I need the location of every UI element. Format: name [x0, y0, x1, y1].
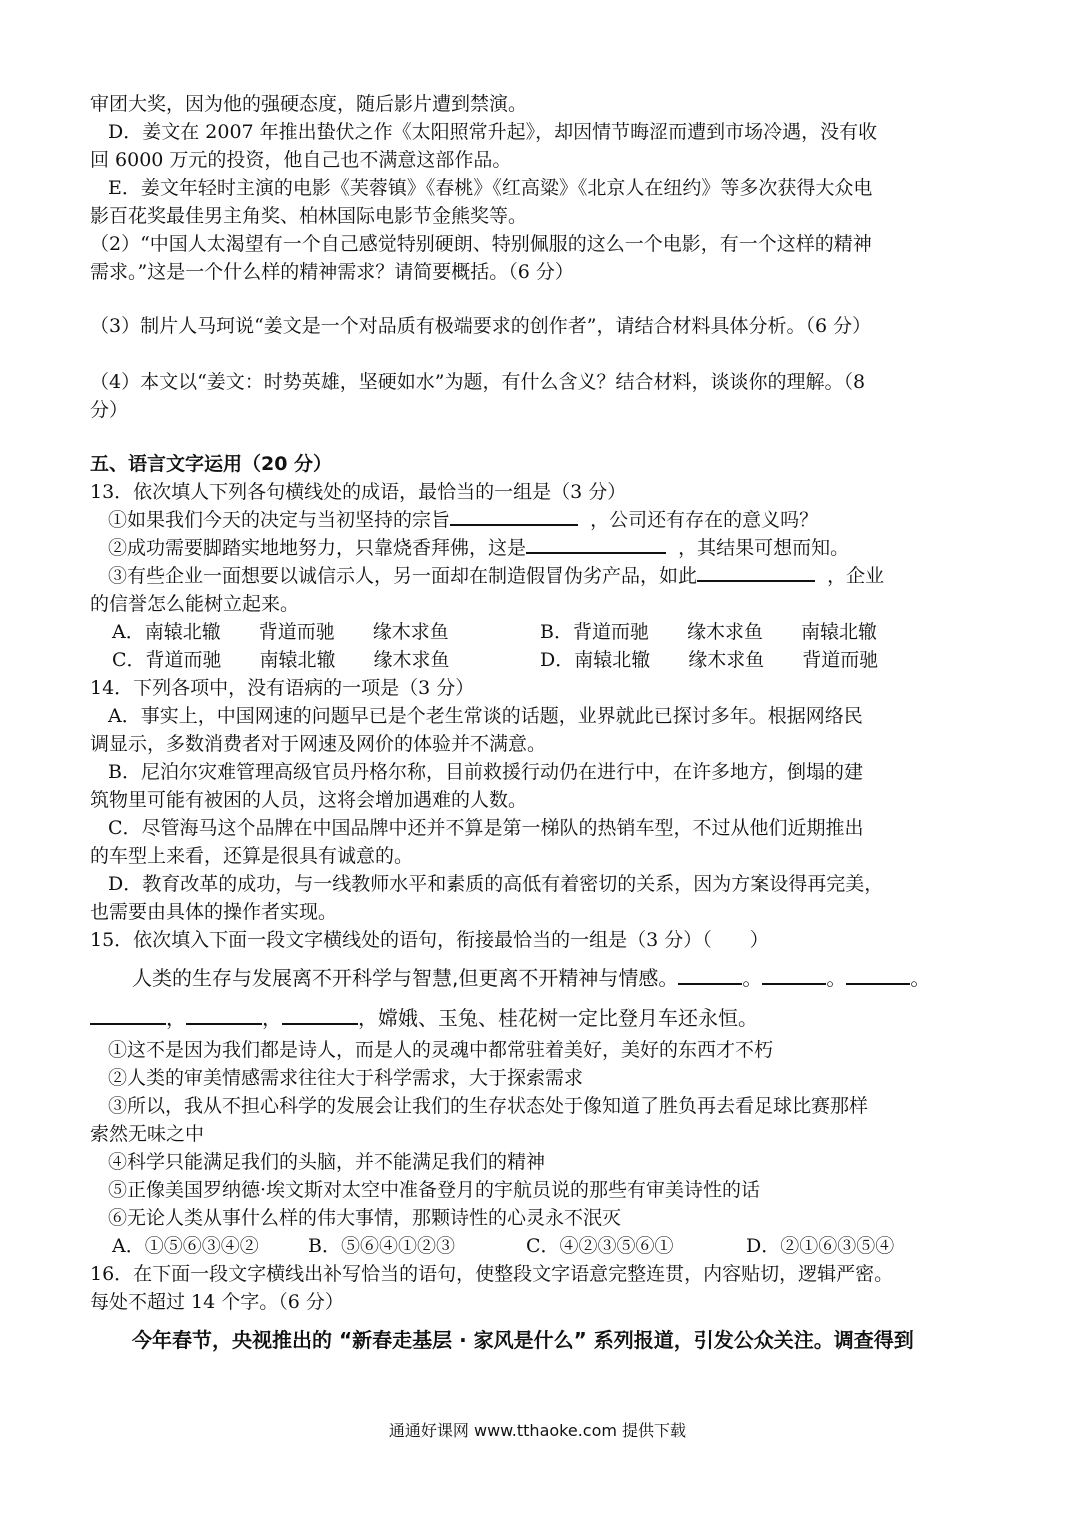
- option-d-passage: D．姜文在 2007 年推出蛰伏之作《太阳照常升起》，却因情节晦涩而遭到市场冷遇，没有收: [108, 121, 878, 143]
- page-footer: 通通好课网 www.tthaoke.com 提供下载: [388, 1421, 687, 1440]
- text-line: 分）: [90, 399, 129, 421]
- answer-blank[interactable]: [282, 1005, 358, 1025]
- answer-blank[interactable]: [762, 965, 826, 985]
- question-15: 15．依次填入下面一段文字横线处的语句，衔接最恰当的一组是（3 分）（ ）: [90, 929, 769, 951]
- q13-sentence-3: [108, 562, 884, 590]
- punct: 。: [826, 966, 847, 990]
- sentence-text: ①如果我们今天的决定与当初坚持的宗旨: [108, 509, 451, 531]
- punct: ，: [166, 1006, 186, 1030]
- question-3: （3）制片人马珂说“姜文是一个对品质有极端要求的创作者”，请结合材料具体分析。（6 分）: [90, 315, 872, 337]
- sentence-text: ③有些企业一面想要以诚信示人，另一面却在制造假冒伪劣产品，如此: [108, 565, 698, 587]
- sentence-text: ，其结果可想而知。: [678, 537, 850, 559]
- sentence-text: ，企业: [827, 565, 885, 587]
- punct: 。: [910, 966, 931, 990]
- answer-blank[interactable]: [678, 965, 742, 985]
- text-line: 调显示，多数消费者对于网速及网价的体验并不满意。: [90, 733, 547, 755]
- text-line: 筑物里可能有被困的人员，这将会增加遇难的人数。: [90, 789, 528, 811]
- text-line: 每处不超过 14 个字。（6 分）: [90, 1291, 344, 1313]
- text-line: 的信誉怎么能树立起来。: [90, 593, 300, 615]
- q15-sentence-5: ⑤正像美国罗纳德·埃文斯对太空中准备登月的宇航员说的那些有审美诗性的话: [108, 1179, 761, 1201]
- question-16: 16．在下面一段文字横线出补写恰当的语句，使整段文字语意完整连贯，内容贴切，逻辑严密。: [90, 1263, 894, 1285]
- q14-option-a[interactable]: A．事实上，中国网速的问题早已是个老生常谈的话题，业界就此已探讨多年。根据网络民: [108, 705, 863, 727]
- q13-option-d[interactable]: D．南辕北辙 缘木求鱼 背道而驰: [540, 649, 879, 671]
- text-line: 回 6000 万元的投资，他自己也不满意这部作品。: [90, 149, 512, 171]
- text-line: 审团大奖，因为他的强硬态度，随后影片遭到禁演。: [90, 93, 528, 115]
- text-line: 影百花奖最佳男主角奖、柏林国际电影节金熊奖等。: [90, 205, 528, 227]
- text-line: 索然无味之中: [90, 1123, 205, 1145]
- q13-sentence-2: [108, 534, 849, 562]
- q13-option-b[interactable]: B．背道而驰 缘木求鱼 南辕北辙: [540, 621, 877, 643]
- q13-option-c[interactable]: C．背道而驰 南辕北辙 缘木求鱼: [112, 649, 450, 671]
- q15-sentence-4: ④科学只能满足我们的头脑，并不能满足我们的精神: [108, 1151, 546, 1173]
- q15-passage-line-2: [90, 1004, 758, 1032]
- q14-option-d[interactable]: D．教育改革的成功，与一线教师水平和素质的高低有着密切的关系，因为方案设得再完美，: [108, 873, 884, 895]
- answer-blank[interactable]: [90, 1005, 166, 1025]
- answer-blank[interactable]: [526, 534, 666, 554]
- question-14: 14．下列各项中，没有语病的一项是（3 分）: [90, 677, 475, 699]
- q13-sentence-1: [108, 506, 818, 534]
- q15-passage-line-1: [132, 964, 930, 992]
- passage-text: 人类的生存与发展离不开科学与智慧,但更离不开精神与情感。: [132, 966, 679, 990]
- text-line: 也需要由具体的操作者实现。: [90, 901, 338, 923]
- answer-blank[interactable]: [697, 562, 815, 582]
- q15-option-c[interactable]: C．④②③⑤⑥①: [526, 1235, 674, 1257]
- answer-blank[interactable]: [450, 506, 578, 526]
- section-heading: 五、语言文字运用（20 分）: [90, 453, 333, 475]
- punct: ，: [262, 1006, 282, 1030]
- q14-option-c[interactable]: C．尽管海马这个品牌在中国品牌中还并不算是第一梯队的热销车型，不过从他们近期推出: [108, 817, 864, 839]
- option-e-passage: E．姜文年轻时主演的电影《芙蓉镇》《春桃》《红高粱》《北京人在纽约》等多次获得大众电: [108, 177, 873, 199]
- q15-sentence-1: ①这不是因为我们都是诗人，而是人的灵魂中都常驻着美好，美好的东西才不朽: [108, 1039, 774, 1061]
- passage-text: 嫦娥、玉兔、桂花树一定比登月车还永恒。: [378, 1006, 758, 1030]
- answer-blank[interactable]: [186, 1005, 262, 1025]
- q15-sentence-2: ②人类的审美情感需求往往大于科学需求，大于探索需求: [108, 1067, 584, 1089]
- sentence-text: ②成功需要脚踏实地地努力，只靠烧香拜佛，这是: [108, 537, 527, 559]
- question-2: （2）“中国人太渴望有一个自己感觉特别硬朗、特别佩服的这么一个电影，有一个这样的精神: [90, 233, 872, 255]
- text-line: 需求。”这是一个什么样的精神需求？请简要概括。（6 分）: [90, 261, 574, 283]
- q15-option-b[interactable]: B．⑤⑥④①②③: [308, 1235, 455, 1257]
- question-4: （4）本文以“姜文：时势英雄，坚硬如水”为题，有什么含义？结合材料，谈谈你的理解。（8: [90, 371, 866, 393]
- q15-sentence-3: ③所以，我从不担心科学的发展会让我们的生存状态处于像知道了胜负再去看足球比赛那样: [108, 1095, 869, 1117]
- sentence-text: ，公司还有存在的意义吗？: [590, 509, 819, 531]
- question-13: 13．依次填人下列各句横线处的成语，最恰当的一组是（3 分）: [90, 481, 627, 503]
- q15-option-a[interactable]: A．①⑤⑥③④②: [112, 1235, 259, 1257]
- q13-option-a[interactable]: A．南辕北辙 背道而驰 缘木求鱼: [112, 621, 449, 643]
- punct: ，: [358, 1006, 378, 1030]
- q15-option-d[interactable]: D．②①⑥③⑤④: [746, 1235, 895, 1257]
- text-line: 的车型上来看，还算是很具有诚意的。: [90, 845, 414, 867]
- q14-option-b[interactable]: B．尼泊尔灾难管理高级官员丹格尔称，目前救援行动仍在进行中，在许多地方，倒塌的建: [108, 761, 863, 783]
- q16-passage: 今年春节，央视推出的 “新春走基层 · 家风是什么” 系列报道，引发公众关注。调查得到: [132, 1328, 914, 1352]
- punct: 。: [742, 966, 763, 990]
- q15-sentence-6: ⑥无论人类从事什么样的伟大事情，那颗诗性的心灵永不泯灭: [108, 1207, 622, 1229]
- answer-blank[interactable]: [846, 965, 910, 985]
